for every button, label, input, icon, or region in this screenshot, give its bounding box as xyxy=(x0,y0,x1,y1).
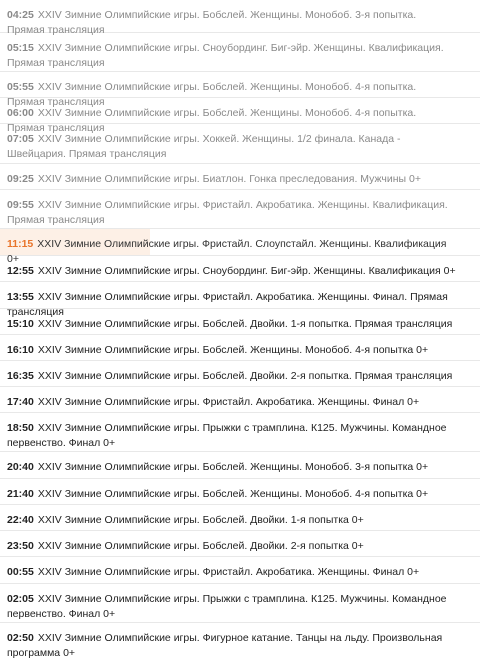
program-title: XXIV Зимние Олимпийские игры. Фристайл. Акробатика. Женщины. Финал 0+ xyxy=(37,396,420,408)
schedule-row[interactable] xyxy=(0,623,480,659)
program-time: 09:55 xyxy=(7,199,34,211)
program-time: 06:00 xyxy=(7,107,34,119)
program-time: 04:25 xyxy=(7,9,34,21)
program-time: 16:10 xyxy=(7,344,34,356)
program-title: XXIV Зимние Олимпийские игры. Сноубординг. Биг-эйр. Женщины. Квалификация 0+ xyxy=(37,265,456,277)
schedule-row[interactable] xyxy=(0,413,480,452)
schedule-row[interactable] xyxy=(0,531,480,557)
schedule-row-current[interactable] xyxy=(0,229,480,265)
program-title: XXIV Зимние Олимпийские игры. Бобслей. Двойки. 1-я попытка 0+ xyxy=(37,514,364,526)
schedule-row[interactable] xyxy=(0,335,480,361)
program-time: 05:15 xyxy=(7,42,34,54)
schedule-row[interactable] xyxy=(0,584,480,623)
program-title: XXIV Зимние Олимпийские игры. Бобслей. Женщины. Монобоб. 4-я попытка 0+ xyxy=(37,488,429,500)
schedule-row[interactable] xyxy=(0,0,480,36)
program-time: 13:55 xyxy=(7,291,34,303)
program-title: XXIV Зимние Олимпийские игры. Сноубординг. Биг-эйр. Женщины. Квалификация. Прямая трансляция xyxy=(7,42,444,69)
program-title: XXIV Зимние Олимпийские игры. Фигурное катание. Танцы на льду. Произвольная программа 0+ xyxy=(7,632,443,659)
program-title: XXIV Зимние Олимпийские игры. Бобслей. Женщины. Монобоб. 4-я попытка. Прямая трансляция xyxy=(7,81,417,108)
schedule-row[interactable] xyxy=(0,387,480,413)
program-title: XXIV Зимние Олимпийские игры. Бобслей. Женщины. Монобоб. 3-я попытка 0+ xyxy=(37,461,429,473)
program-title: XXIV Зимние Олимпийские игры. Фристайл. Акробатика. Женщины. Финал 0+ xyxy=(37,566,420,578)
program-time: 18:50 xyxy=(7,422,34,434)
schedule-row[interactable] xyxy=(0,505,480,531)
program-time: 23:50 xyxy=(7,540,34,552)
program-time: 20:40 xyxy=(7,461,34,473)
program-time: 12:55 xyxy=(7,265,34,277)
program-time: 22:40 xyxy=(7,514,34,526)
schedule-row[interactable] xyxy=(0,190,480,229)
schedule-row[interactable] xyxy=(0,33,480,72)
program-time: 02:05 xyxy=(7,593,34,605)
program-title: XXIV Зимние Олимпийские игры. Фристайл. Акробатика. Женщины. Финал. Прямая трансляция xyxy=(7,291,448,318)
schedule-row[interactable] xyxy=(0,557,480,584)
schedule-row[interactable] xyxy=(0,72,480,108)
program-title: XXIV Зимние Олимпийские игры. Бобслей. Женщины. Монобоб. 3-я попытка. Прямая трансляция xyxy=(7,9,417,36)
program-time: 00:55 xyxy=(7,566,34,578)
program-title: XXIV Зимние Олимпийские игры. Бобслей. Женщины. Монобоб. 4-я попытка. Прямая трансляция xyxy=(7,107,417,134)
schedule-row[interactable] xyxy=(0,452,480,479)
schedule-row[interactable] xyxy=(0,282,480,318)
program-time: 17:40 xyxy=(7,396,34,408)
program-time: 05:55 xyxy=(7,81,34,93)
program-time: 11:15 xyxy=(7,238,34,250)
schedule-row[interactable] xyxy=(0,124,480,164)
schedule-row[interactable] xyxy=(0,309,480,335)
program-title: XXIV Зимние Олимпийские игры. Бобслей. Женщины. Монобоб. 4-я попытка 0+ xyxy=(37,344,429,356)
program-title: XXIV Зимние Олимпийские игры. Фристайл. Акробатика. Женщины. Квалификация. Прямая трансляция xyxy=(7,199,448,226)
program-title: XXIV Зимние Олимпийские игры. Бобслей. Двойки. 2-я попытка. Прямая трансляция xyxy=(37,370,453,382)
program-time: 07:05 xyxy=(7,133,34,145)
program-time: 09:25 xyxy=(7,173,34,185)
schedule-row[interactable] xyxy=(0,164,480,190)
program-title: XXIV Зимние Олимпийские игры. Прыжки с трамплина. К125. Мужчины. Командное первенство. Финал 0+ xyxy=(7,593,447,620)
program-title: XXIV Зимние Олимпийские игры. Прыжки с трамплина. К125. Мужчины. Командное первенство. Финал 0+ xyxy=(7,422,447,449)
schedule-row[interactable] xyxy=(0,361,480,387)
schedule-row[interactable] xyxy=(0,98,480,134)
program-title: XXIV Зимние Олимпийские игры. Бобслей. Двойки. 2-я попытка 0+ xyxy=(37,540,364,552)
program-title: XXIV Зимние Олимпийские игры. Фристайл. Слоупстайл. Женщины. Квалификация 0+ xyxy=(7,238,447,265)
program-time: 02:50 xyxy=(7,632,34,644)
program-time: 16:35 xyxy=(7,370,34,382)
program-time: 21:40 xyxy=(7,488,34,500)
program-title: XXIV Зимние Олимпийские игры. Хоккей. Женщины. 1/2 финала. Канада - Швейцария. Прямая трансляция xyxy=(7,133,401,160)
program-title: XXIV Зимние Олимпийские игры. Биатлон. Гонка преследования. Мужчины 0+ xyxy=(37,173,421,185)
program-title: XXIV Зимние Олимпийские игры. Бобслей. Двойки. 1-я попытка. Прямая трансляция xyxy=(37,318,453,330)
schedule-row[interactable] xyxy=(0,479,480,505)
schedule-row[interactable] xyxy=(0,256,480,282)
program-time: 15:10 xyxy=(7,318,34,330)
